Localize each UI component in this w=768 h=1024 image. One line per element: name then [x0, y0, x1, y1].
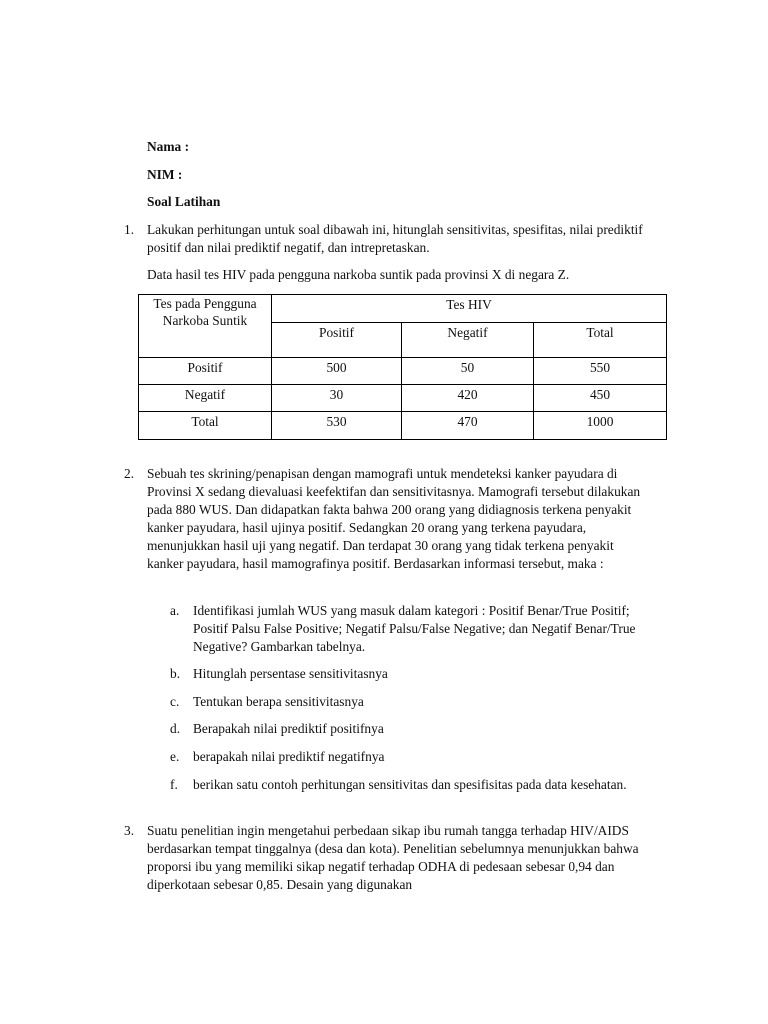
list-item-text: Hitunglah persentase sensitivitasnya	[193, 666, 388, 681]
list-item-text: berapakah nilai prediktif negatifnya	[193, 749, 385, 764]
list-item	[170, 693, 364, 711]
list-item-letter: b.	[170, 666, 181, 681]
table-col-header: Total	[534, 323, 667, 358]
table-row	[139, 385, 667, 412]
table-cell: 470	[402, 412, 534, 440]
table-group-header: Tes HIV	[272, 295, 667, 323]
table-cell: 50	[402, 358, 534, 385]
nama-label: Nama :	[147, 139, 190, 154]
list-item-text: Berapakah nilai prediktif positifnya	[193, 721, 384, 736]
hiv-test-table	[138, 294, 667, 440]
table-cell: 30	[272, 385, 402, 412]
list-item-letter: a.	[170, 603, 180, 618]
question-3-number: 3.	[124, 823, 135, 838]
list-item	[170, 665, 388, 683]
question-3-text: Suatu penelitian ingin mengetahui perbedaan sikap ibu rumah tangga terhadap HIV/AIDS berdasarkan tempat tinggalnya (desa dan kota). Penelitian sebelumnya menunjukkan bahwa proporsi ibu yang memiliki sikap negatif terhadap ODHA di pedesaan sebesar 0,94 dan diperkotaan sebesar 0,85. Desain yang digunakan	[147, 823, 639, 892]
table-cell: 450	[534, 385, 667, 412]
question-3	[124, 822, 644, 894]
table-row-label: Positif	[139, 358, 272, 385]
table-cell: 500	[272, 358, 402, 385]
list-item	[170, 776, 627, 794]
list-item-letter: c.	[170, 694, 180, 709]
question-1-text: Lakukan perhitungan untuk soal dibawah ini, hitunglah sensitivitas, spesifitas, nilai prediktif positif dan nilai prediktif negatif, dan intrepretaskan.	[147, 222, 643, 255]
question-2-text: Sebuah tes skrining/penapisan dengan mamografi untuk mendeteksi kanker payudara di Provinsi X sedang dievaluasi keefektifan dan sensitivitasnya. Mamografi tersebut dilakukan pada 880 WUS. Dan didapatkan fakta bahwa 200 orang yang didiagnosis terkena penyakit kanker payudara, hasil ujinya positif. Sedangkan 20 orang yang terkena payudara, menunjukkan hasil uji yang negatif. Dan terdapat 30 orang yang tidak terkena penyakit kanker payudara, hasil mamografinya positif. Berdasarkan informasi tersebut, maka :	[147, 466, 641, 571]
table-cell: 550	[534, 358, 667, 385]
list-item-letter: d.	[170, 721, 181, 736]
table-row-label: Negatif	[139, 385, 272, 412]
list-item	[170, 748, 384, 766]
list-item-text: Identifikasi jumlah WUS yang masuk dalam kategori : Positif Benar/True Positif; Positif Palsu False Positive; Negatif Palsu/False Negative; dan Negatif Benar/True Negative? Gambarkan tabelnya.	[193, 603, 636, 654]
question-2-number: 2.	[124, 466, 135, 481]
list-item	[170, 602, 640, 656]
table-cell: 1000	[534, 412, 667, 440]
question-1-number: 1.	[124, 222, 135, 237]
table-row-label: Total	[139, 412, 272, 440]
question-1	[124, 221, 644, 284]
question-1-data-intro: Data hasil tes HIV pada pengguna narkoba suntik pada provinsi X di negara Z.	[147, 267, 570, 282]
table-row	[139, 412, 667, 440]
table-cell: 530	[272, 412, 402, 440]
table-col-header: Positif	[272, 323, 402, 358]
table-cell: 420	[402, 385, 534, 412]
list-item-text: Tentukan berapa sensitivitasnya	[193, 694, 364, 709]
list-item	[170, 720, 384, 738]
list-item-text: berikan satu contoh perhitungan sensitivitas dan spesifisitas pada data kesehatan.	[193, 777, 627, 792]
list-item-letter: e.	[170, 749, 180, 764]
nim-label: NIM :	[147, 167, 183, 182]
list-item-letter: f.	[170, 777, 178, 792]
question-2	[124, 465, 644, 573]
table-row-header: Tes pada Pengguna Narkoba Suntik	[139, 295, 272, 358]
table-col-header: Negatif	[402, 323, 534, 358]
table-row	[139, 358, 667, 385]
page-title: Soal Latihan	[147, 194, 221, 209]
